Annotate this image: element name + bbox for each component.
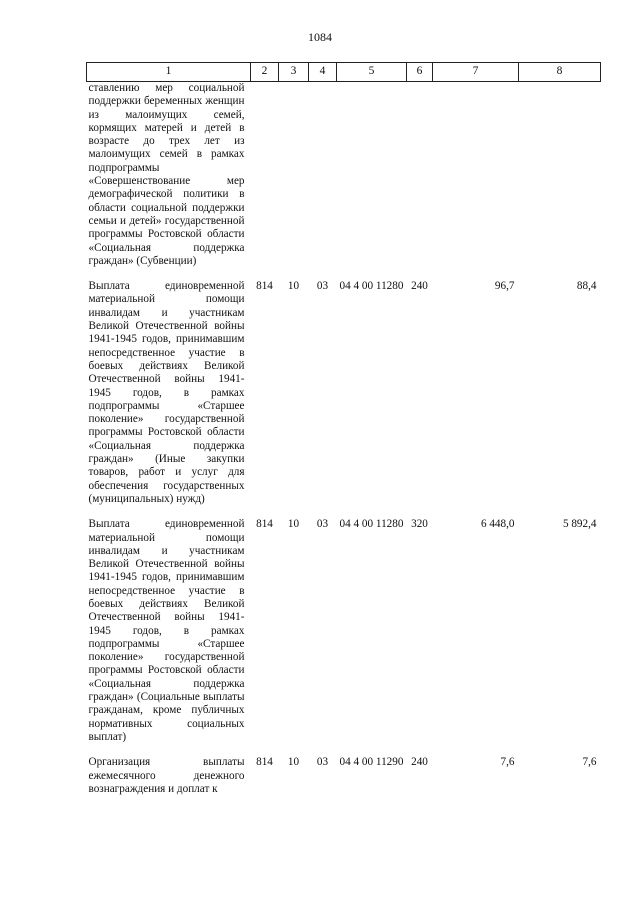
cell-subsection — [309, 82, 337, 281]
column-header: 5 — [337, 63, 407, 82]
table-row — [87, 518, 601, 756]
page-number: 1084 — [308, 30, 332, 44]
row-description: Выплата единовременной материальной помощи инвалидам и участникам Великой Отечественной войны 1941-1945 годов, принимавшим непосредственное участие в боевых действиях Великой Отечественной войны 1941-1945 годов, в рамках подпрограммы «Старшее поколение» государственной программы Ростовской области «Социальная поддержка граждан» (Иные закупки товаров, работ и услуг для обеспечения государственных (муниципальных) нужд) — [88, 280, 245, 505]
cell-subsection: 03 — [316, 518, 329, 531]
cell-actual — [519, 82, 601, 281]
cell-actual: 5 892,4 — [562, 518, 597, 531]
cell-expense-type: 240 — [411, 756, 428, 769]
column-header: 3 — [279, 63, 309, 82]
column-header: 8 — [519, 63, 601, 82]
cell-ministry: 814 — [256, 756, 273, 769]
cell-target-article: 04 4 00 11280 — [339, 518, 404, 531]
row-description: ставлению мер социальной поддержки беременных женщин из малоимущих семей, кормящих матерей и детей в возрасте до трех лет из малоимущих семей в рамках подпрограммы «Совершенствование мер демографической политики в области социальной поддержки семьи и детей» государственной программы Ростовской области «Социальная поддержка граждан» (Субвенции) — [88, 82, 245, 267]
cell-section — [279, 82, 309, 281]
cell-ministry: 814 — [256, 280, 273, 293]
budget-table — [86, 62, 601, 796]
cell-planned: 7,6 — [500, 756, 515, 769]
column-header: 1 — [87, 63, 251, 82]
cell-section: 10 — [287, 756, 300, 769]
column-header: 6 — [407, 63, 433, 82]
cell-section: 10 — [287, 280, 300, 293]
cell-target-article: 04 4 00 11290 — [339, 756, 404, 769]
cell-expense-type — [407, 82, 433, 281]
table-row — [87, 280, 601, 518]
column-header: 7 — [433, 63, 519, 82]
cell-target-article — [337, 82, 407, 281]
cell-planned: 96,7 — [494, 280, 515, 293]
table-header-row — [87, 63, 601, 82]
cell-actual: 7,6 — [582, 756, 597, 769]
column-header: 4 — [309, 63, 337, 82]
table-row — [87, 82, 601, 281]
cell-planned — [433, 82, 519, 281]
cell-expense-type: 240 — [411, 280, 428, 293]
cell-ministry: 814 — [256, 518, 273, 531]
cell-expense-type: 320 — [411, 518, 428, 531]
cell-planned: 6 448,0 — [480, 518, 515, 531]
cell-ministry — [251, 82, 279, 281]
cell-subsection: 03 — [316, 280, 329, 293]
column-header: 2 — [251, 63, 279, 82]
cell-actual: 88,4 — [576, 280, 597, 293]
cell-subsection: 03 — [316, 756, 329, 769]
row-description: Организация выплаты ежемесячного денежного вознаграждения и доплат к — [88, 756, 245, 795]
row-description: Выплата единовременной материальной помощи инвалидам и участникам Великой Отечественной войны 1941-1945 годов, принимавшим непосредственное участие в боевых действиях Великой Отечественной войны 1941-1945 годов, в рамках подпрограммы «Старшее поколение» государственной программы Ростовской области «Социальная поддержка граждан» (Социальные выплаты гражданам, кроме публичных нормативных социальных выплат) — [88, 518, 245, 743]
table-row — [87, 756, 601, 796]
cell-section: 10 — [287, 518, 300, 531]
cell-target-article: 04 4 00 11280 — [339, 280, 404, 293]
